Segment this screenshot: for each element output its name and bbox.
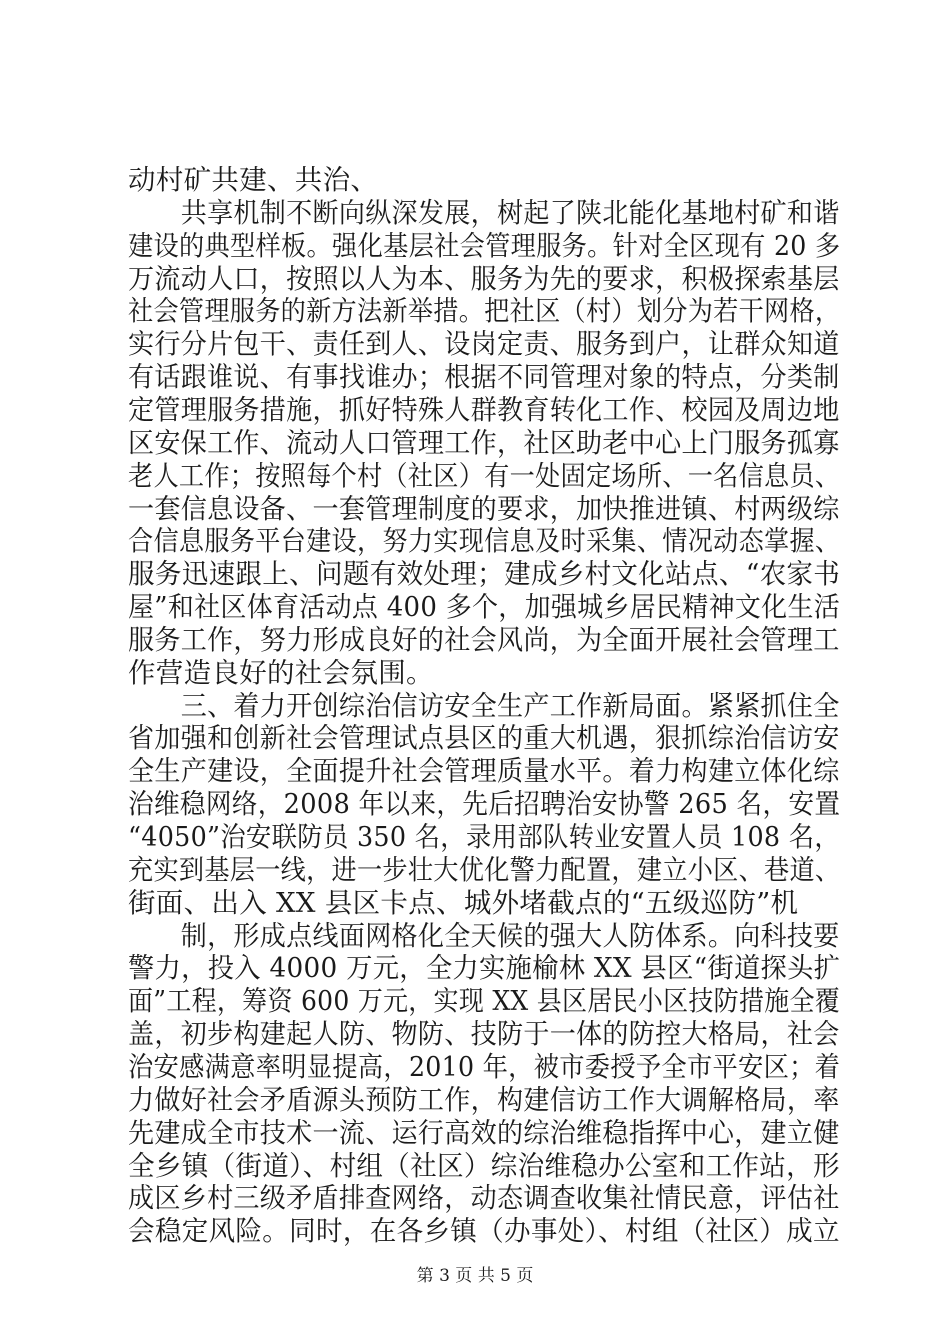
text-line: 服务迅速跟上、问题有效处理；建成乡村文化站点、“农家书 — [128, 558, 841, 591]
page-footer: 第 3 页 共 5 页 — [416, 1266, 534, 1286]
text-line: 全乡镇（街道）、村组（社区）综治维稳办公室和工作站，形 — [128, 1149, 840, 1182]
text-line: 力做好社会矛盾源头预防工作，构建信访工作大调解格局，率 — [128, 1083, 840, 1116]
text-line: 充实到基层一线，进一步壮大优化警力配置，建立小区、巷道、 — [128, 853, 841, 886]
text-line: “4050”治安联防员 350 名，录用部队转业安置人员 108 名， — [128, 821, 841, 853]
text-line: 会稳定风险。同时，在各乡镇（办事处）、村组（社区）成立 — [128, 1215, 840, 1248]
text-line: 作营造良好的社会氛围。 — [128, 656, 434, 689]
text-line: 服务工作，努力形成良好的社会风尚，为全面开展社会管理工 — [128, 623, 840, 656]
text-line: 成区乡村三级矛盾排查网络，动态调查收集社情民意，评估社 — [128, 1182, 840, 1215]
text-line: 先建成全市技术一流、运行高效的综治维稳指挥中心，建立健 — [128, 1116, 840, 1149]
text-line: 社会管理服务的新方法新举措。把社区（村）划分为若干网格， — [128, 295, 841, 328]
text-line: 动村矿共建、共治、 — [128, 164, 379, 196]
text-line: 警力，投入 4000 万元，全力实施榆林 XX 县区“街道探头扩 — [128, 952, 841, 985]
text-line: 街面、出入 XX 县区卡点、城外堵截点的“五级巡防”机 — [128, 886, 799, 919]
text-line: 有话跟谁说、有事找谁办；根据不同管理对象的特点，分类制 — [128, 361, 840, 394]
text-line: 区安保工作、流动人口管理工作，社区助老中心上门服务孤寡 — [128, 426, 840, 459]
text-line: 合信息服务平台建设，努力实现信息及时采集、情况动态掌握、 — [128, 525, 841, 558]
text-line: 治安感满意率明显提高，2010 年，被市委授予全市平安区；着 — [128, 1050, 841, 1083]
text-line: 定管理服务措施，抓好特殊人群教育转化工作、校园及周边地 — [128, 393, 840, 426]
text-line: 实行分片包干、责任到人、设岗定责、服务到户，让群众知道 — [128, 328, 840, 361]
text-line: 三、着力开创综治信访安全生产工作新局面。紧紧抓住全 — [128, 689, 840, 722]
text-line: 建设的典型样板。强化基层社会管理服务。针对全区现有 20 多 — [128, 229, 841, 262]
text-line: 制，形成点线面网格化全天候的强大人防体系。向科技要 — [128, 919, 840, 952]
text-line: 治维稳网络，2008 年以来，先后招聘治安协警 265 名，安置 — [128, 788, 841, 821]
text-line: 屋”和社区体育活动点 400 多个，加强城乡居民精神文化生活 — [128, 591, 841, 624]
text-line: 全生产建设，全面提升社会管理质量水平。着力构建立体化综 — [128, 755, 840, 788]
text-line: 省加强和创新社会管理试点县区的重大机遇，狠抓综治信访安 — [128, 722, 840, 755]
text-line: 盖，初步构建起人防、物防、技防于一体的防控大格局，社会 — [128, 1018, 840, 1051]
text-line: 一套信息设备、一套管理制度的要求，加快推进镇、村两级综 — [128, 492, 840, 525]
text-line: 共享机制不断向纵深发展，树起了陕北能化基地村矿和谐 — [128, 196, 840, 229]
text-line: 万流动人口，按照以人为本、服务为先的要求，积极探索基层 — [128, 262, 840, 295]
text-line: 面”工程，筹资 600 万元，实现 XX 县区居民小区技防措施全覆 — [128, 985, 841, 1018]
text-line: 老人工作；按照每个村（社区）有一处固定场所、一名信息员、 — [128, 459, 841, 492]
